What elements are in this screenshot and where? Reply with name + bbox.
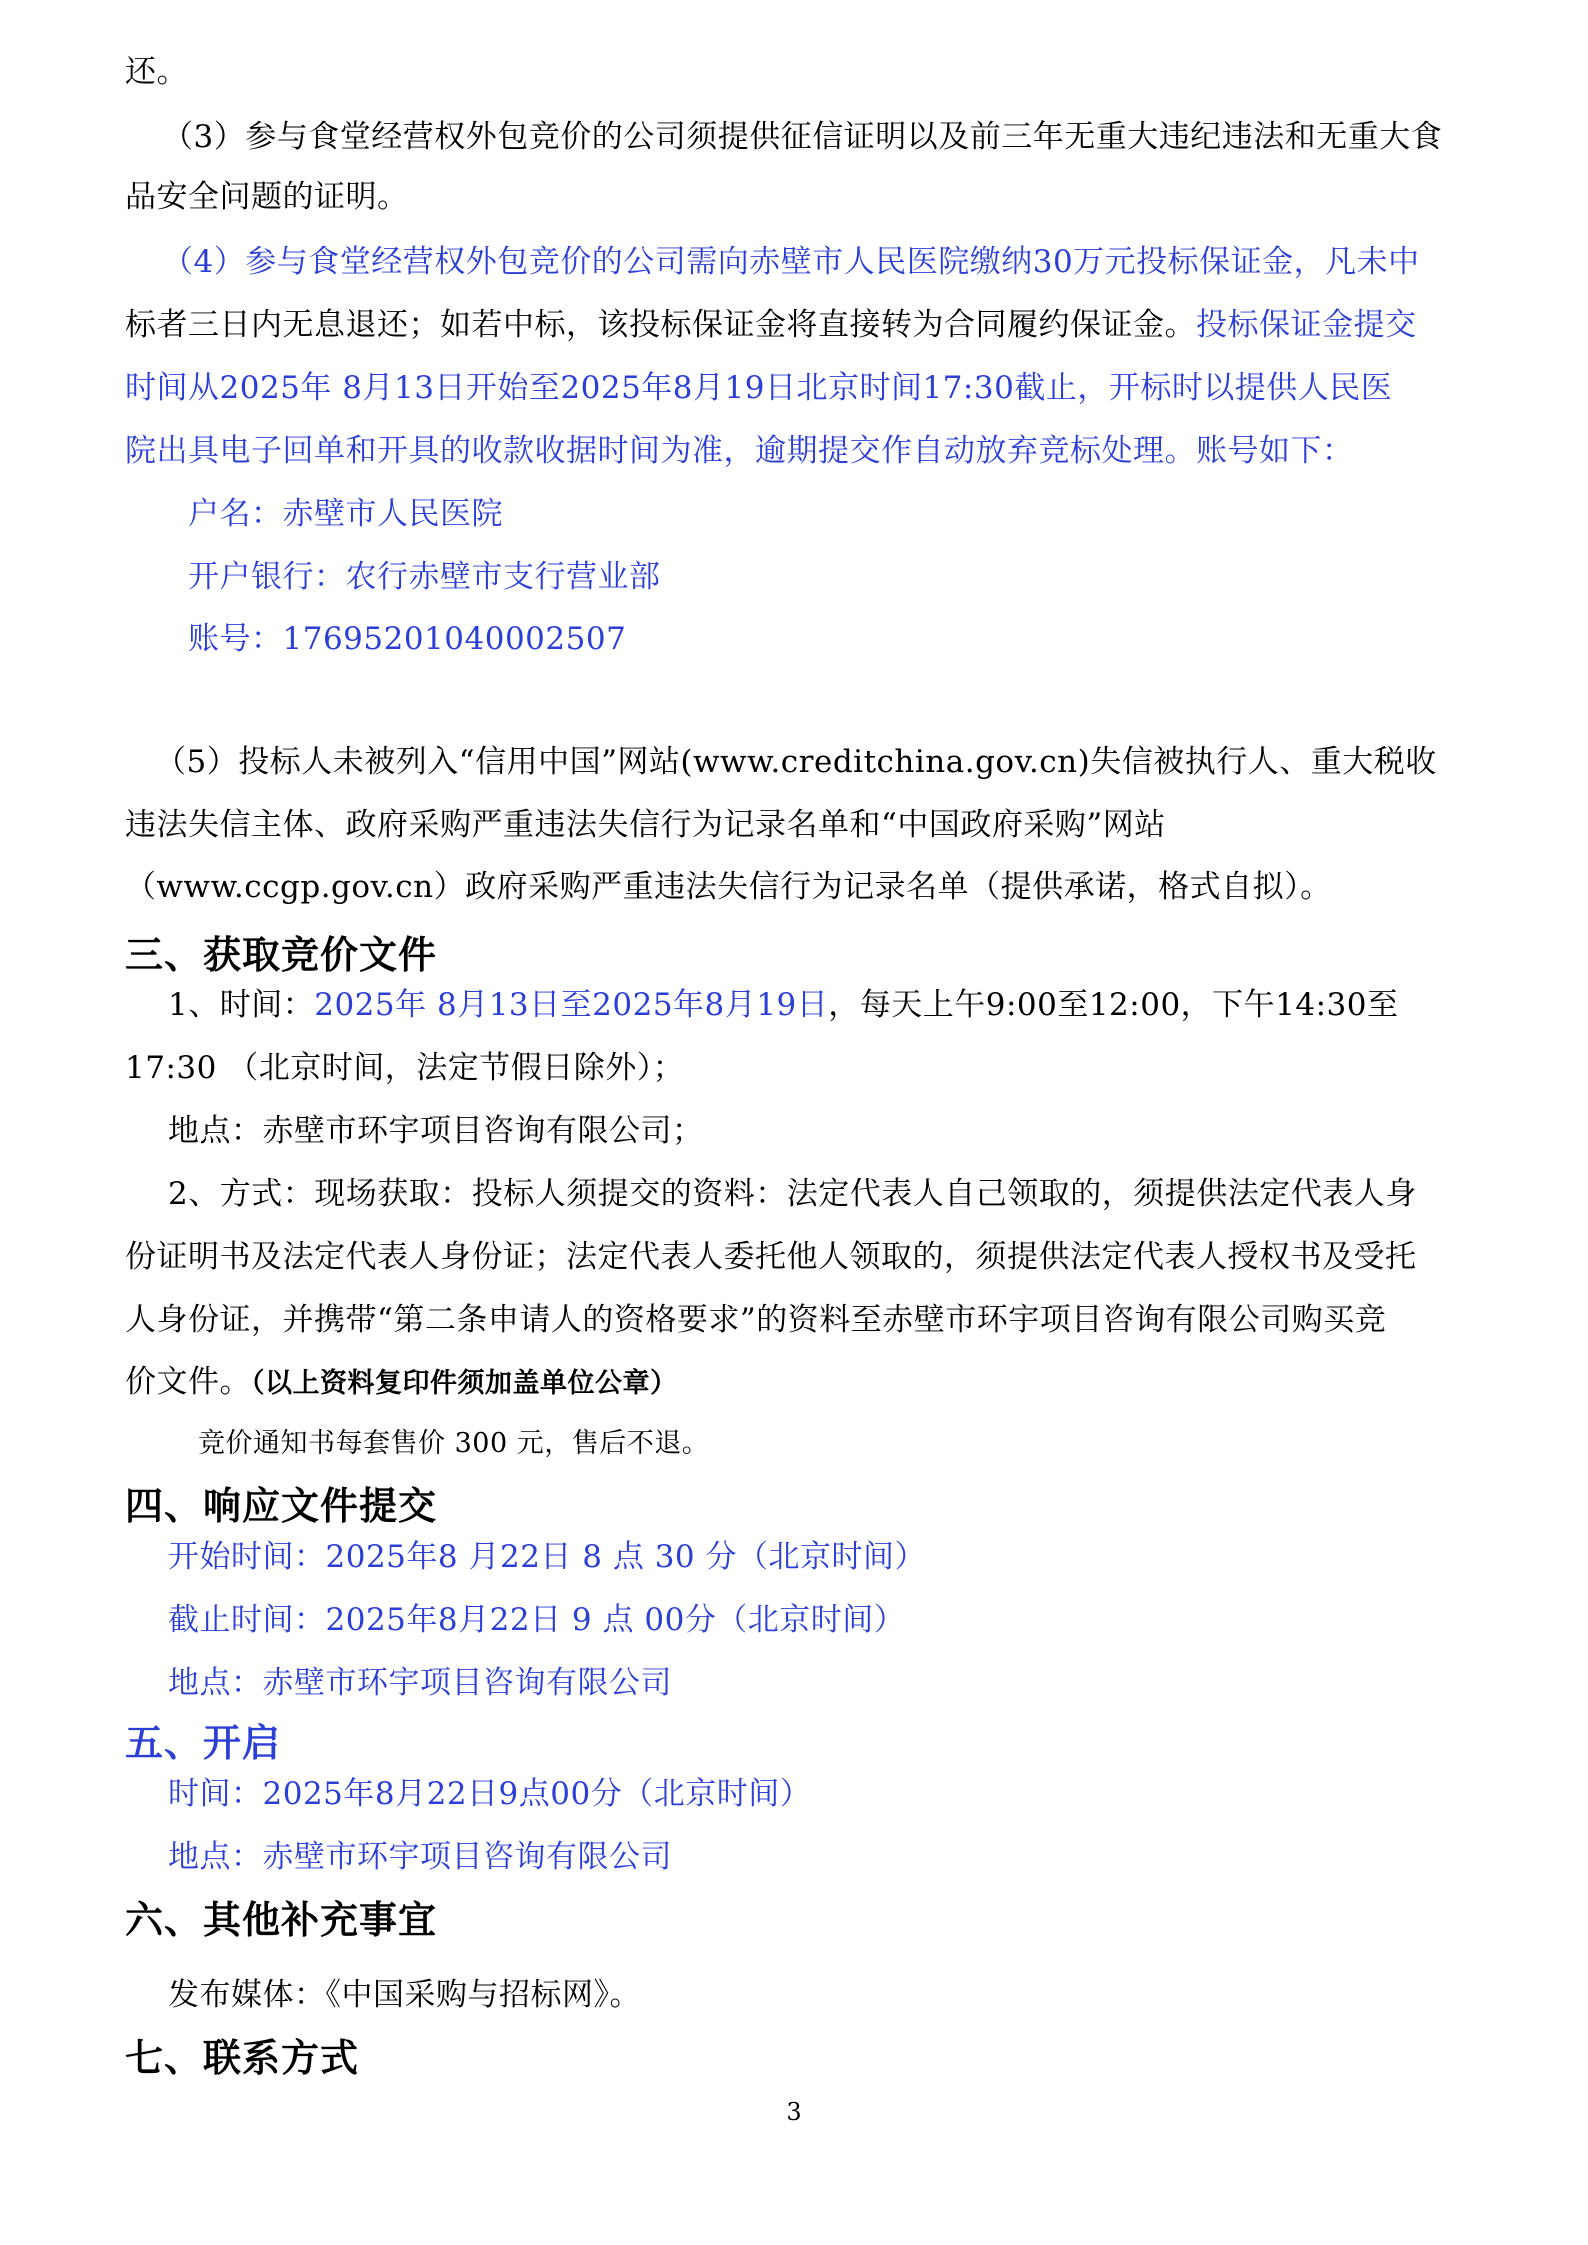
- section-5-title: 五、开启: [125, 1721, 282, 1765]
- continued-text: 还。: [125, 54, 188, 90]
- item-4-line-2-text: 标者三日内无息退还；如若中标，该投标保证金将直接转为合同履约保证金。: [125, 307, 1196, 343]
- s3-time-line-1: [168, 985, 1399, 1025]
- s4-place: 地点：赤壁市环宇项目咨询有限公司: [168, 1665, 672, 1701]
- s3-time-label: 1、时间：: [168, 987, 315, 1023]
- s3-method-line-4-text: 价文件。: [125, 1364, 251, 1400]
- s3-time-rest: ，每天上午9:00至12:00，下午14:30至: [828, 987, 1399, 1023]
- item-4-line-3: 时间从2025年 8月13日开始至2025年8月19日北京时间17:30截止，开标时以提供人民医: [125, 370, 1393, 406]
- page-number: 3: [786, 2098, 802, 2126]
- account-number: 账号：17695201040002507: [188, 621, 627, 657]
- s5-place: 地点：赤壁市环宇项目咨询有限公司: [168, 1839, 672, 1875]
- s3-method-line-3: 人身份证，并携带“第二条申请人的资格要求”的资料至赤壁市环宇项目咨询有限公司购买竞: [125, 1302, 1387, 1338]
- item-3-line-1: （3）参与食堂经营权外包竞价的公司须提供征信证明以及前三年无重大违纪违法和无重大食: [162, 119, 1443, 155]
- s3-stamp-note: （以上资料复印件须加盖单位公章）: [251, 1368, 678, 1399]
- s3-method-line-2: 份证明书及法定代表人身份证；法定代表人委托他人领取的，须提供法定代表人授权书及受托: [125, 1239, 1417, 1275]
- s5-time: 时间：2025年8月22日9点00分（北京时间）: [168, 1776, 812, 1812]
- s4-start-time: 开始时间：2025年8 月22日 8 点 30 分（北京时间）: [168, 1539, 926, 1575]
- item-5-line-3: （www.ccgp.gov.cn）政府采购严重违法失信行为记录名单（提供承诺，格式自拟）。: [125, 869, 1332, 905]
- item-4-line-1: （4）参与食堂经营权外包竞价的公司需向赤壁市人民医院缴纳30万元投标保证金，凡未中: [162, 244, 1420, 280]
- section-4-title: 四、响应文件提交: [125, 1484, 438, 1528]
- s3-price: 竞价通知书每套售价 300 元，售后不退。: [198, 1428, 710, 1459]
- item-4-line-2: [125, 305, 1417, 345]
- s3-time-dates: 2025年 8月13日至2025年8月19日: [314, 987, 829, 1023]
- item-5-line-2: 违法失信主体、政府采购严重违法失信行为记录名单和“中国政府采购”网站: [125, 807, 1166, 843]
- bank-name: 开户银行：农行赤壁市支行营业部: [188, 559, 661, 595]
- item-5-line-1: （5）投标人未被列入“信用中国”网站(www.creditchina.gov.cn)失信被执行人、重大税收: [155, 744, 1437, 780]
- item-4-line-4: 院出具电子回单和开具的收款收据时间为准，逾期提交作自动放弃竞标处理。账号如下：: [125, 433, 1354, 469]
- s6-media: 发布媒体：《中国采购与招标网》。: [168, 1977, 641, 2013]
- section-7-title: 七、联系方式: [125, 2036, 360, 2080]
- account-name: 户名：赤壁市人民医院: [188, 496, 503, 532]
- s4-end-time: 截止时间：2025年8月22日 9 点 00分（北京时间）: [168, 1602, 906, 1638]
- item-3-line-2: 品安全问题的证明。: [125, 179, 409, 215]
- section-3-title: 三、获取竞价文件: [125, 933, 438, 977]
- s3-time-line-2: 17:30 （北京时间，法定节假日除外）；: [125, 1050, 685, 1086]
- s3-method-line-4: [125, 1362, 678, 1404]
- s3-place: 地点：赤壁市环宇项目咨询有限公司；: [168, 1113, 704, 1149]
- section-6-title: 六、其他补充事宜: [125, 1898, 438, 1942]
- deposit-deadline-start: 投标保证金提交: [1196, 307, 1417, 343]
- s3-method-line-1: 2、方式：现场获取：投标人须提交的资料：法定代表人自己领取的，须提供法定代表人身: [168, 1176, 1417, 1212]
